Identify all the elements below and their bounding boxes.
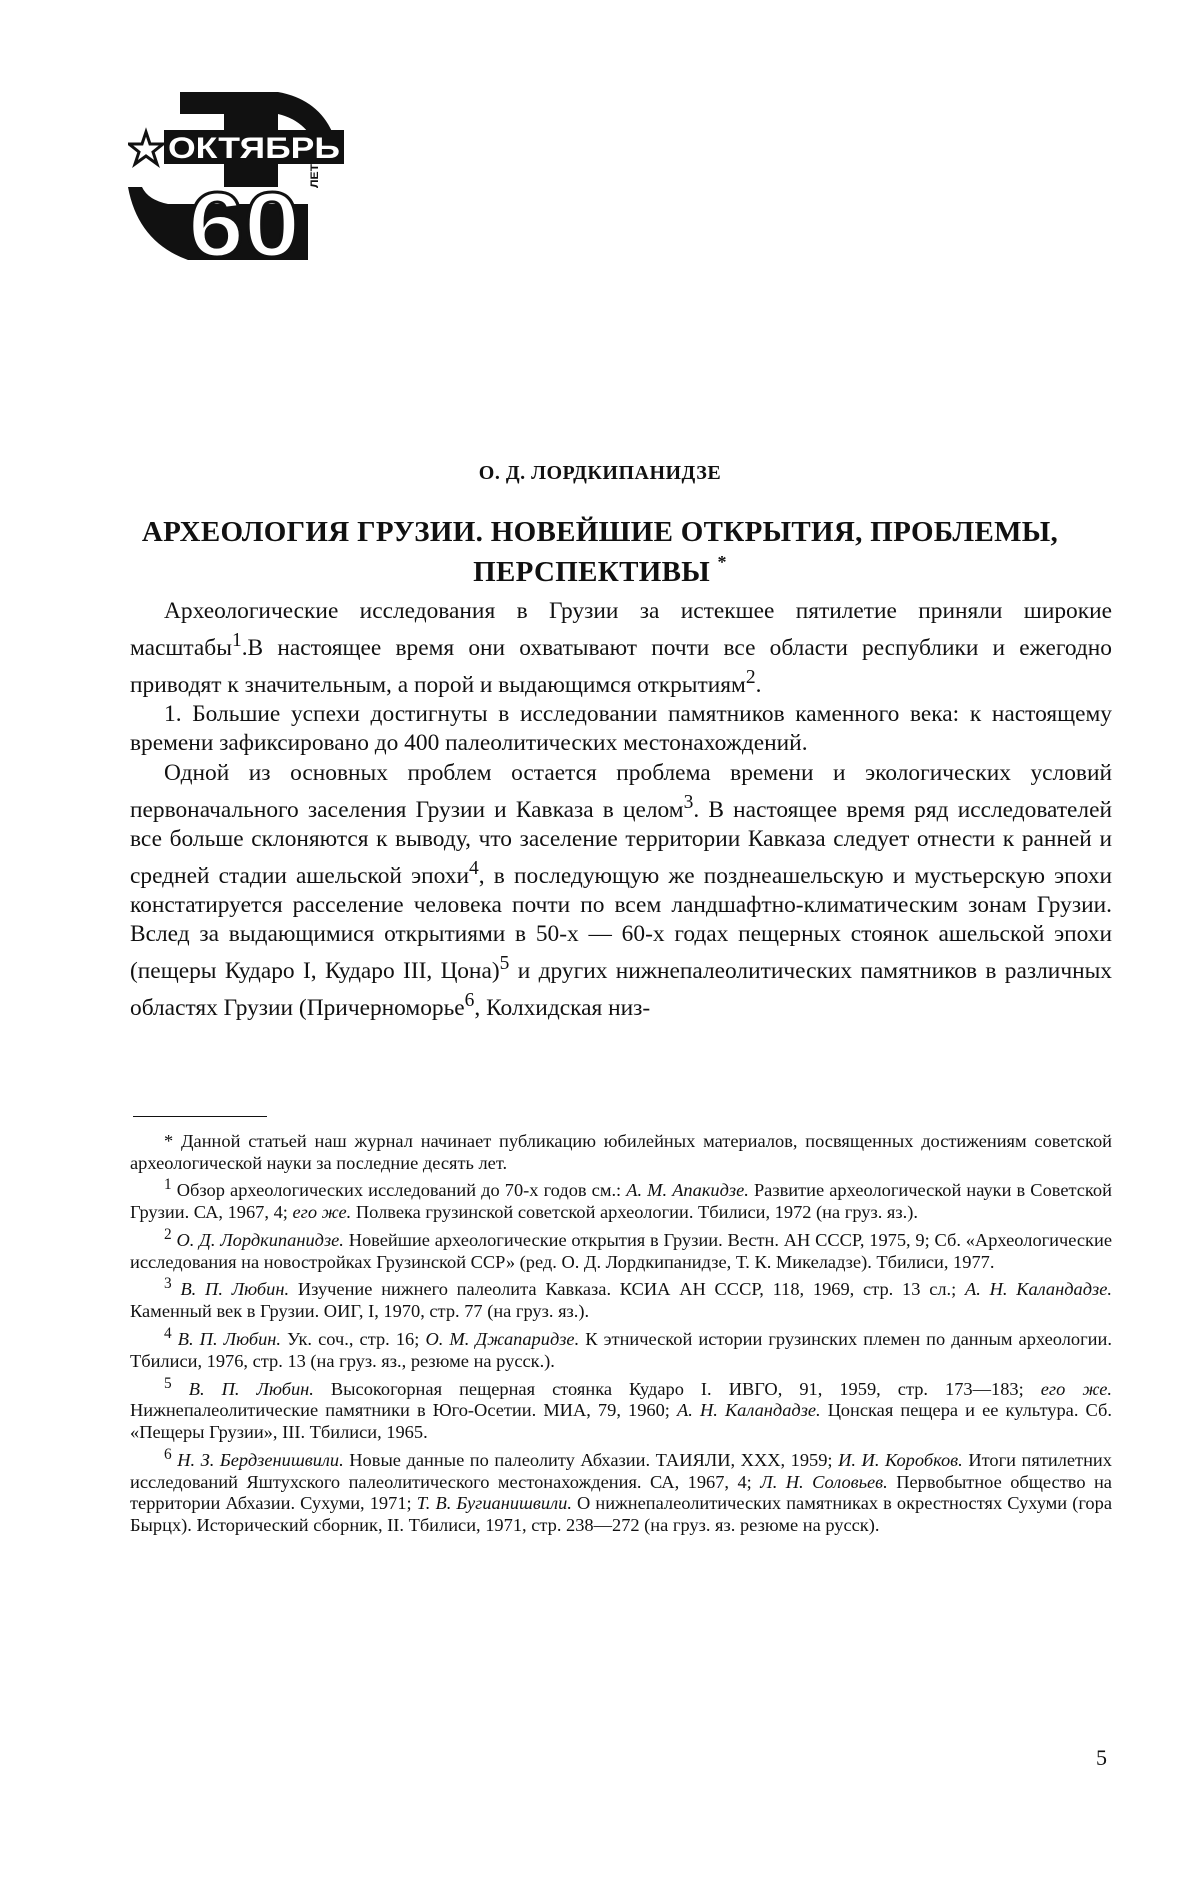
footnote-5	[130, 1373, 1112, 1444]
footnote-6-text-b: Итоги пятилетних исследований Яштухского палеолитического местонахождения. СА, 1967, 4;	[130, 1449, 1112, 1492]
article-body	[130, 597, 1112, 1023]
footnote-ref-4: 4	[469, 858, 479, 880]
footnote-ref-6: 6	[464, 990, 475, 1012]
footnote-star-mark: *	[164, 1131, 174, 1151]
paragraph-1-text-c: .	[755, 672, 762, 698]
article-title	[130, 512, 1070, 592]
footnote-1-text-a: Обзор археологических исследований до 70-х годов см.:	[176, 1180, 622, 1201]
footnote-3-author-b: А. Н. Каландадзе.	[965, 1279, 1112, 1300]
footnote-ref-1: 1	[231, 630, 242, 652]
footnote-3-text-b: Каменный век в Грузии. ОИГ, I, 1970, стр. 77 (на груз. яз.).	[130, 1301, 590, 1322]
footnote-1-text-c: Полвека грузинской советской археологии. Тбилиси, 1972 (на груз. яз.).	[355, 1202, 918, 1223]
footnotes	[130, 1131, 1112, 1537]
paragraph-1-text-a: Археологические исследования в Грузии за истекшее пятилетие приняли широкие масштабы	[130, 598, 1112, 661]
footnote-1-author-a: А. М. Апакидзе.	[626, 1180, 749, 1201]
paragraph-3-text-a: Одной из основных проблем остается проблема времени и экологических условий первоначального заселения Грузии и Кавказа в целом	[130, 759, 1112, 823]
footnote-5-text-a: Высокогорная пещерная стоянка Кударо I. ИВГО, 91, 1959, стр. 173—183;	[330, 1378, 1024, 1399]
footnote-5-text-b: Нижнепалеолитические памятники в Юго-Осетии. МИА, 79, 1960;	[130, 1400, 670, 1421]
footnote-4-author-a: В. П. Любин.	[177, 1329, 281, 1350]
footnote-6	[130, 1444, 1112, 1537]
paragraph-1	[130, 597, 1112, 700]
title-line-1: АРХЕОЛОГИЯ ГРУЗИИ. НОВЕЙШИЕ ОТКРЫТИЯ, ПРОБЛЕМЫ,	[141, 516, 1059, 548]
footnote-3-author-a: В. П. Любин.	[180, 1279, 290, 1300]
footnote-6-author-c: Л. Н. Соловьев.	[760, 1471, 888, 1492]
october-60-logo	[128, 92, 348, 262]
footnote-5-author-c: А. Н. Каландадзе.	[677, 1400, 821, 1421]
footnote-2-number: 2	[164, 1225, 172, 1243]
footnote-1-text-b: Развитие археологической науки в Советской Грузии. СА, 1967, 4;	[130, 1180, 1112, 1223]
footnote-1-author-b: его же.	[292, 1202, 352, 1223]
footnote-4-text-a: Ук. соч., стр. 16;	[287, 1329, 420, 1350]
footnote-4-text-b: К этнической истории грузинских племен по данным археологии. Тбилиси, 1976, стр. 13 (на груз. яз., резюме на русск.).	[130, 1329, 1112, 1371]
footnote-6-text-d: О нижнепалеолитических памятниках в окрестностях Сухуми (гора Бырцх). Исторический сборник, II. Тбилиси, 1971, стр. 238—272 (на груз. яз. резюме на русск).	[130, 1493, 1112, 1535]
footnote-4	[130, 1323, 1112, 1373]
title-footnote-mark: *	[717, 552, 727, 572]
page-number: 5	[1096, 1745, 1107, 1770]
footnote-6-number: 6	[164, 1445, 172, 1463]
paragraph-3-text-d: и других нижнепалеолитических памятников в различных областях Грузии (Причерноморье	[130, 958, 1113, 1022]
star-icon	[129, 132, 163, 164]
title-line-2-text: ПЕРСПЕКТИВЫ	[473, 556, 710, 588]
footnote-5-author-b: его же.	[1040, 1378, 1112, 1399]
paragraph-3-text-e: , Колхидская низ-	[474, 995, 651, 1022]
author-name: О. Д. ЛОРДКИПАНИДЗЕ	[478, 462, 722, 484]
footnote-3-number: 3	[164, 1275, 172, 1293]
footnote-1-number: 1	[164, 1176, 172, 1194]
footnote-1	[130, 1174, 1112, 1224]
paragraph-3-text-b: . В настоящее время ряд исследователей все больше склоняются к выводу, что заселение территории Кавказа следует отнести к ранней и средней стадии ашельской эпохи	[130, 796, 1113, 889]
footnote-ref-5: 5	[499, 953, 510, 975]
footnote-6-text-c: Первобытное общество на территории Абхазии. Сухуми, 1971;	[130, 1471, 1112, 1514]
footnote-star-text: Данной статьей наш журнал начинает публикацию юбилейных материалов, посвященных достижениям советской археологической науки за последние десять лет.	[130, 1131, 1112, 1173]
footnote-3	[130, 1273, 1112, 1323]
paragraph-1-text-b: .В настоящее время они охватывают почти все области республики и ежегодно приводят к значительным, а порой и выдающимся открытиям	[130, 635, 1112, 698]
logo-number: 60	[188, 174, 300, 262]
footnote-6-author-b: И. И. Коробков.	[838, 1449, 963, 1470]
paragraph-2: 1. Большие успехи достигнуты в исследовании памятников каменного века: к настоящему времени зафиксировано до 400 палеолитических местонахождений.	[130, 701, 1112, 757]
footnote-6-author-d: Т. В. Бугианишвили.	[416, 1493, 572, 1514]
footnote-5-number: 5	[164, 1374, 172, 1392]
footnote-divider	[133, 1116, 267, 1117]
footnote-6-author-a: Н. З. Бердзенишвили.	[177, 1449, 344, 1470]
footnote-star	[130, 1131, 1112, 1174]
footnote-6-text-a: Новые данные по палеолиту Абхазии. ТАИЯЛИ, XXX, 1959;	[349, 1449, 833, 1470]
footnote-4-author-b: О. М. Джапаридзе.	[425, 1329, 580, 1350]
footnote-ref-2: 2	[745, 667, 756, 689]
footnote-2-text-a: Новейшие археологические открытия в Грузии. Вестн. АН СССР, 1975, 9; Сб. «Археологические исследования на новостройках Грузинской ССР» (ред. О. Д. Лордкипанидзе, Т. К. Микеладзе). Тбилиси, 1977.	[130, 1230, 1112, 1272]
footnote-4-number: 4	[164, 1325, 172, 1342]
logo-side-word: ЛЕТ	[309, 166, 321, 188]
footnote-5-author-a: В. П. Любин.	[188, 1378, 314, 1399]
paragraph-3	[130, 759, 1112, 1024]
footnote-2-author-a: О. Д. Лордкипанидзе.	[176, 1230, 344, 1251]
footnote-2	[130, 1224, 1112, 1274]
footnote-5-text-c: Цонская пещера и ее культура. Сб. «Пещеры Грузии», III. Тбилиси, 1965.	[130, 1400, 1112, 1443]
paragraph-3-text-c: , в последующую же позднеашельскую и мустьерскую эпохи констатируется расселение человека почти по всем ландшафтно-климатическим зонам Грузии. Вслед за выдающимися открытиями в 50-х — 60-х годах пещерных стоянок ашельской эпохи (пещеры Кударо I, Кударо III, Цона)	[130, 862, 1112, 985]
logo-word: ОКТЯБРЬ	[168, 132, 340, 165]
footnote-3-text-a: Изучение нижнего палеолита Кавказа. КСИА АН СССР, 118, 1969, стр. 13 сл.;	[297, 1279, 957, 1300]
title-line-2	[130, 552, 1070, 592]
footnote-ref-3: 3	[683, 791, 694, 813]
